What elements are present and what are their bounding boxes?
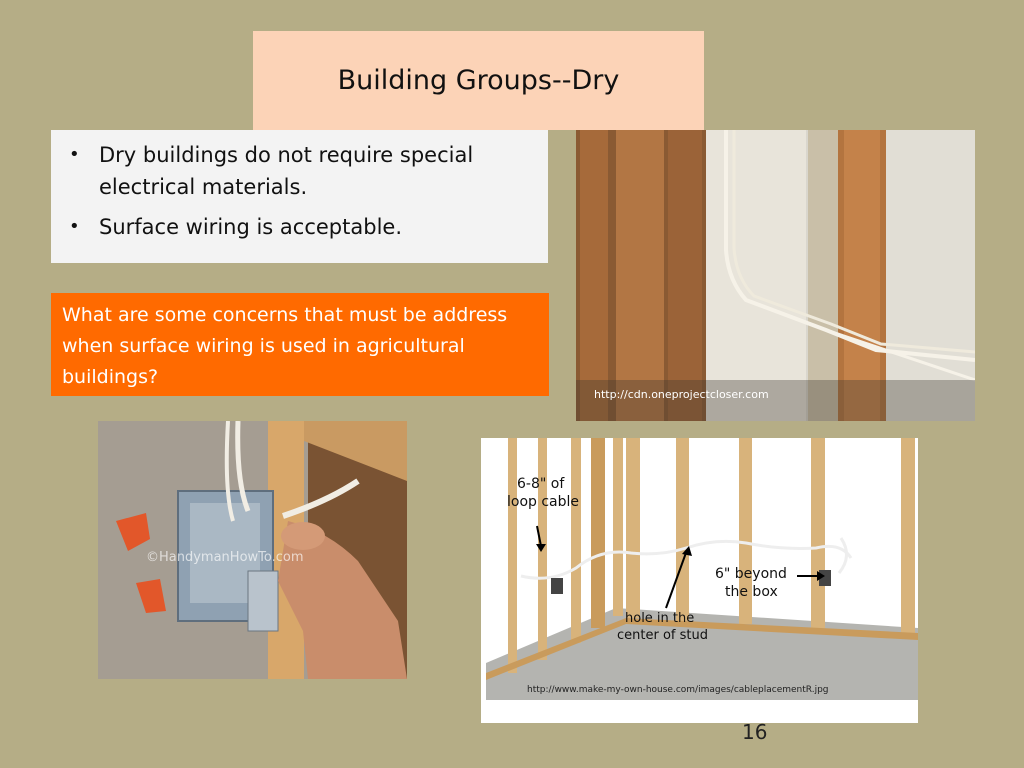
photo-cable-placement bbox=[481, 438, 918, 723]
label-beyond-line1: 6" beyond bbox=[715, 566, 787, 582]
label-loop-line1: 6-8" of bbox=[517, 476, 565, 492]
bullet-box bbox=[51, 130, 548, 263]
label-beyond-line2: the box bbox=[725, 584, 778, 600]
page-number: 16 bbox=[742, 720, 768, 744]
bullet-text: Surface wiring is acceptable. bbox=[99, 215, 402, 239]
bullet-icon: • bbox=[69, 216, 80, 237]
bullet-text: Dry buildings do not require special electrical materials. bbox=[99, 143, 474, 199]
bullet-icon: • bbox=[69, 144, 80, 165]
title-box bbox=[253, 31, 704, 130]
label-loop-line2: loop cable bbox=[507, 494, 580, 510]
bullet-item bbox=[63, 139, 534, 203]
slide-title: Building Groups--Dry bbox=[337, 65, 620, 96]
question-text: What are some concerns that must be address when surface wiring is used in agricultural buildings? bbox=[62, 304, 508, 388]
photo-caption: http://www.make-my-own-house.com/images/cableplacementR.jpg bbox=[527, 685, 829, 695]
photo-caption: http://cdn.oneprojectcloser.com bbox=[594, 388, 769, 401]
bullet-list bbox=[63, 139, 534, 243]
photo-studs-cable bbox=[576, 130, 975, 421]
question-box bbox=[51, 293, 549, 396]
label-hole-line1: hole in the bbox=[625, 611, 695, 626]
label-hole-line2: center of stud bbox=[617, 628, 708, 643]
photo-watermark: ©HandymanHowTo.com bbox=[146, 550, 304, 565]
photo-hand-box bbox=[98, 421, 407, 679]
bullet-item bbox=[63, 211, 534, 243]
